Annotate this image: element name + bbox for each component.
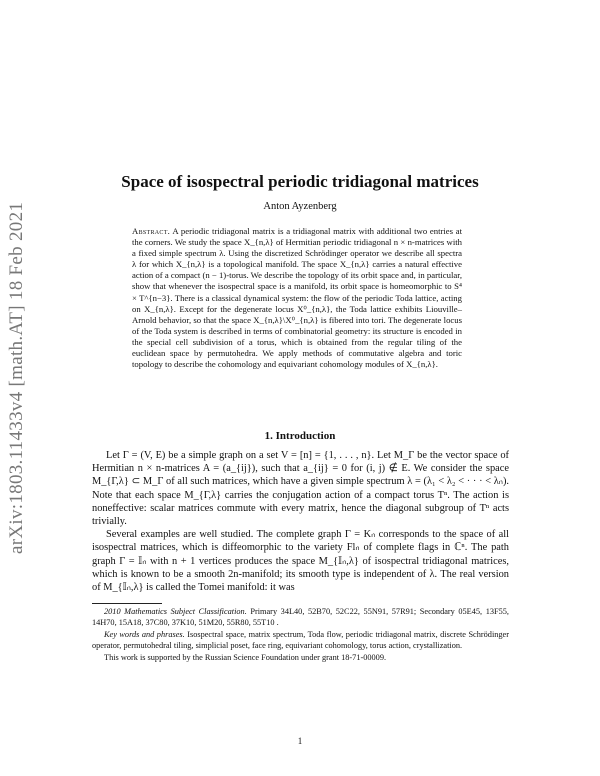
- footnote-text: This work is supported by the Russian Science Foundation under grant 18-71-00009.: [104, 653, 387, 663]
- author-name: Anton Ayzenberg: [263, 201, 337, 212]
- abstract-text: A periodic tridiagonal matrix is a tridiagonal matrix with additional two entries at the corners. We study the space X_{n,λ} of Hermitian periodic tridiagonal n × n-matrices with a fixed simple spectrum λ. Using the discretized Schrödinger operator we describe all spectra λ for which X_{n,λ} is a topological manifold. The space X_{n,λ} carries a natural effective action of a compact (n − 1)-torus. We describe the topology of its orbit space and, in particular, show that whenever the isospectral space is a manifold, its orbit space is homeomorphic to S⁴ × T^{n−3}. There is a classical dynamical system: the flow of the periodic Toda lattice, acting on X_{n,λ}. Except for the degenerate locus X⁰_{n,λ}, the Toda lattice exhibits Liouville–Arnold behavior, so that the space X_{n,λ}\X⁰_{n,λ} is fibered into tori. The degenerate locus of the Toda system is described in terms of combinatorial geometry: its structure is encoded in the special cell subdivision of a torus, which is obtained from the regular tiling of the euclidean space by permutohedra. We apply methods of commutative algebra and toric topology to describe the cohomology and equivariant cohomology modules of X_{n,λ}.: [132, 226, 462, 370]
- footnotes: [92, 607, 509, 666]
- abstract: [132, 226, 462, 370]
- footnote-keywords: [92, 630, 509, 651]
- page-number: 1: [297, 736, 303, 746]
- paper-title: Space of isospectral periodic tridiagonal matrices: [121, 172, 479, 191]
- footnote-msc: [92, 607, 509, 628]
- footnote-lead: Key words and phrases.: [104, 630, 185, 640]
- section-heading: 1. Introduction: [264, 430, 336, 442]
- body-text: [92, 449, 509, 594]
- footnote-lead: 2010 Mathematics Subject Classification.: [104, 607, 247, 616]
- footnote-rule: [92, 603, 162, 604]
- body-paragraph: Several examples are well studied. The complete graph Γ = Kₙ corresponds to the space of all isospectral matrices, which is diffeomorphic to the variety Flₙ of complete flags in ℂⁿ. The path graph Γ = 𝕀ₙ with n + 1 vertices produces the space M_{𝕀ₙ,λ} of isospectral tridiagonal matrices, which is known to be a smooth 2n-manifold; its smooth type is independent of λ. The real version of M_{𝕀ₙ,λ} is called the Tomei manifold: it was: [92, 529, 509, 594]
- abstract-label: Abstract.: [132, 226, 171, 236]
- body-paragraph: Let Γ = (V, E) be a simple graph on a set V = [n] = {1, . . . , n}. Let M_Γ be the vector space of Hermitian n × n-matrices A = (a_{ij}), such that a_{ij} = 0 for (i, j) ∉ E. We consider the space M_{Γ,λ} ⊂ M_Γ of all such matrices, which have a given simple spectrum λ = (λ₁ < λ₂ < · · · < λₙ). Note that each space M_{Γ,λ} carries the conjugation action of a compact torus Tⁿ. The action is noneffective: scalar matrices commute with every matrix, hence the diagonal subgroup of Tⁿ acts trivially.: [92, 450, 509, 528]
- arxiv-identifier-stamp: arXiv:1803.11433v4 [math.AT] 18 Feb 2021: [6, 201, 27, 555]
- footnote-text: Isospectral space, matrix spectrum, Toda flow, periodic tridiagonal matrix, discrete Schrödinger operator, permutohedral tiling, simplicial poset, face ring, equivariant cohomology, torus action, crystallization.: [92, 630, 510, 650]
- footnote-text: Primary 34L40, 52B70, 52C22, 55N91, 57R91; Secondary 05E45, 13F55, 14H70, 15A18, 37C80, 37K10, 51M20, 55R80, 55T10 .: [92, 607, 509, 627]
- footnote-funding: [92, 653, 509, 664]
